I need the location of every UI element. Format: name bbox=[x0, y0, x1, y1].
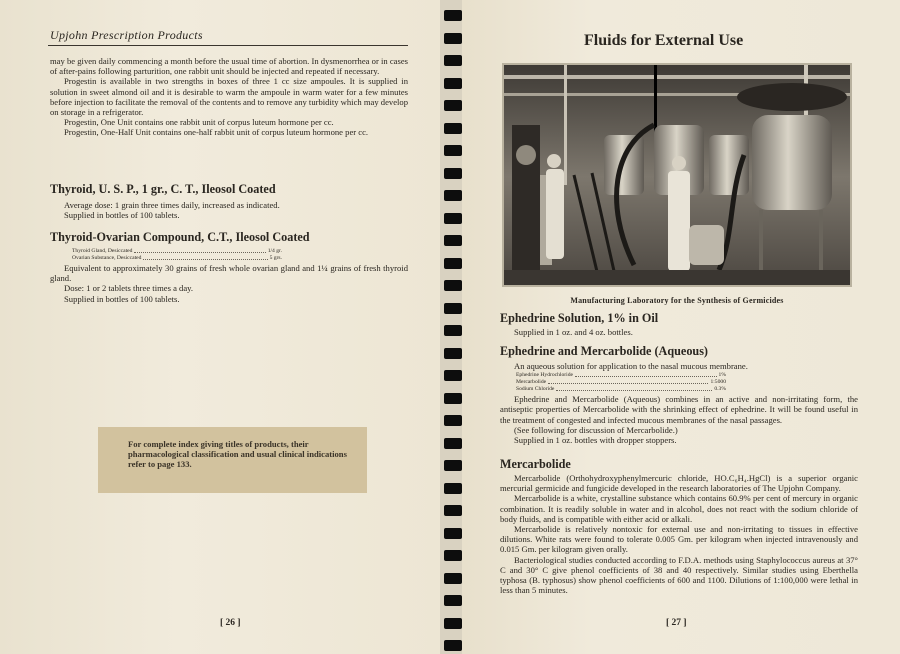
laboratory-photo-image bbox=[504, 65, 852, 287]
binding-ring bbox=[444, 460, 462, 471]
dose-text: Dose: 1 or 2 tablets three times a day. bbox=[64, 283, 194, 294]
left-page bbox=[0, 0, 445, 654]
formula-row: Ephedrine Hydrochloride 1% bbox=[516, 372, 726, 379]
binding-ring bbox=[444, 370, 462, 381]
intro-text: An aqueous solution for application to the nasal mucous membrane. bbox=[514, 361, 748, 371]
binding-ring bbox=[444, 190, 462, 201]
section-heading: Ephedrine and Mercarbolide (Aqueous) bbox=[500, 344, 708, 358]
formula-row: Mercarbolide 1:5000 bbox=[516, 379, 726, 386]
binding-ring bbox=[444, 258, 462, 269]
supply-text: Supplied in 1 oz. and 4 oz. bottles. bbox=[514, 327, 633, 337]
formula-table bbox=[72, 248, 282, 262]
binding-ring bbox=[444, 235, 462, 246]
equivalent-text: Equivalent to approximately 30 grains of fresh whole ovarian gland and 1¼ grains of fresh thyroid gland. bbox=[50, 263, 408, 284]
paragraph: (See following for discussion of Mercarbolide.) bbox=[514, 424, 678, 435]
section-heading: Ephedrine Solution, 1% in Oil bbox=[500, 311, 659, 325]
paragraph: Progestin, One-Half Unit contains one-half rabbit unit of corpus luteum hormone per cc. bbox=[64, 127, 369, 138]
binding-ring bbox=[444, 550, 462, 561]
binding-ring bbox=[444, 280, 462, 291]
binding-ring bbox=[444, 618, 462, 629]
binding-ring bbox=[444, 78, 462, 89]
photo-caption: Manufacturing Laboratory for the Synthesis of Germicides bbox=[570, 296, 784, 305]
progestin-text bbox=[50, 56, 408, 138]
section-heading: Thyroid, U. S. P., 1 gr., C. T., Ileosol Coated bbox=[50, 182, 276, 196]
binding-ring bbox=[444, 325, 462, 336]
thyroid-ovarian-section bbox=[50, 230, 408, 304]
section-heading: Mercarbolide bbox=[500, 457, 571, 471]
paragraph: Supplied in 1 oz. bottles with dropper stoppers. bbox=[514, 435, 677, 446]
binding-ring bbox=[444, 348, 462, 359]
binding-ring bbox=[444, 123, 462, 134]
binding-ring bbox=[444, 483, 462, 494]
binding-ring bbox=[444, 303, 462, 314]
binding-ring bbox=[444, 10, 462, 21]
paragraph: Mercarbolide is a white, crystalline substance which contains 60.9% per cent of mercury in organic combination. It is readily soluble in water and in alcohol, does not react with the sodium chloride of body fluids, and is compatible with either acid or alkali. bbox=[500, 493, 858, 524]
laboratory-photo bbox=[502, 63, 852, 287]
running-head: Upjohn Prescription Products bbox=[50, 28, 203, 42]
supply-text: Supplied in bottles of 100 tablets. bbox=[64, 210, 180, 221]
binding-ring bbox=[444, 438, 462, 449]
binding-ring bbox=[444, 595, 462, 606]
paragraph: Progestin is available in two strengths in boxes of three 1 cc size ampoules. It is supplied in solution in sweet almond oil and it is desirable to warm the ampoule in warm water for a few minutes before injection to facilitate the removal of the contents and to remove any turbidity which may develop on storage in a refrigerator. bbox=[50, 76, 408, 118]
paragraph: Mercarbolide (Orthohydroxyphenylmercuric chloride, HO.C₆H₄.HgCl) is a superior organic mercurial germicide and fungicide developed in the research laboratories of The Upjohn Company. bbox=[500, 473, 858, 494]
binding-ring bbox=[444, 640, 462, 651]
page-number: [ 27 ] bbox=[666, 618, 687, 628]
binding-ring bbox=[444, 393, 462, 404]
binding-ring bbox=[444, 213, 462, 224]
section-heading: Thyroid-Ovarian Compound, C.T., Ileosol Coated bbox=[50, 230, 310, 244]
index-note: For complete index giving titles of products, their pharmacological classification and usual clinical indications refer to page 133. bbox=[128, 439, 347, 469]
paragraph: Progestin, One Unit contains one rabbit unit of corpus luteum hormone per cc. bbox=[64, 117, 334, 128]
binding-ring bbox=[444, 528, 462, 539]
ephedrine-mercarbolide-section bbox=[500, 344, 858, 445]
paragraph: Bacteriological studies conducted according to F.D.A. methods using Staphylococcus aureus at 37° C and 30° C give phenol coefficients of 38 and 40 respectively. Similar studies using Eberthella typhosa (B. typhosus) show phenol coefficients of 600 and 1100. Dilutions of 1:100,000 were lethal in less than 5 minutes. bbox=[500, 554, 858, 596]
dose-text: Average dose: 1 grain three times daily, increased as indicated. bbox=[64, 200, 280, 210]
right-page bbox=[462, 0, 900, 654]
paragraph: may be given daily commencing a month before the usual time of abortion. In dysmenorrhea or in cases of after-pains following parturition, one rabbit unit should be injected and repeated if necessary. bbox=[50, 56, 408, 77]
ephedrine-oil-section bbox=[500, 311, 858, 337]
binding-ring bbox=[444, 33, 462, 44]
binding-ring bbox=[444, 505, 462, 516]
formula-row: Thyroid Gland, Desiccated 1/4 gr. bbox=[72, 248, 282, 254]
binding-ring bbox=[444, 100, 462, 111]
supply-text: Supplied in bottles of 100 tablets. bbox=[64, 293, 180, 304]
paragraph: Ephedrine and Mercarbolide (Aqueous) combines in an active and non-irritating form, the antiseptic properties of Mercarbolide with the shrinking effect of ephedrine. It will be found useful in the treatment of congested and infected mucous membranes of the nasal passages. bbox=[500, 394, 858, 425]
paragraph: Mercarbolide is relatively nontoxic for external use and non-irritating to tissues in effective dilutions. White rats were found to tolerate 0.005 Gm. per kilogram when injected intravenously and 0.015 Gm. per kilogram given orally. bbox=[500, 524, 858, 555]
page-number: [ 26 ] bbox=[220, 618, 241, 628]
mercarbolide-section bbox=[500, 457, 858, 595]
formula-table bbox=[516, 372, 726, 393]
header-rule bbox=[48, 45, 408, 46]
binding-ring bbox=[444, 415, 462, 426]
binding-ring bbox=[444, 55, 462, 66]
formula-row: Ovarian Substance, Desiccated 5 grs. bbox=[72, 255, 282, 261]
binding-ring bbox=[444, 168, 462, 179]
index-note-box bbox=[98, 427, 367, 493]
page-title: Fluids for External Use bbox=[584, 32, 744, 49]
formula-row: Sodium Chloride 0.3% bbox=[516, 386, 726, 393]
thyroid-section bbox=[50, 182, 408, 220]
binding-ring bbox=[444, 573, 462, 584]
binding-ring bbox=[444, 145, 462, 156]
